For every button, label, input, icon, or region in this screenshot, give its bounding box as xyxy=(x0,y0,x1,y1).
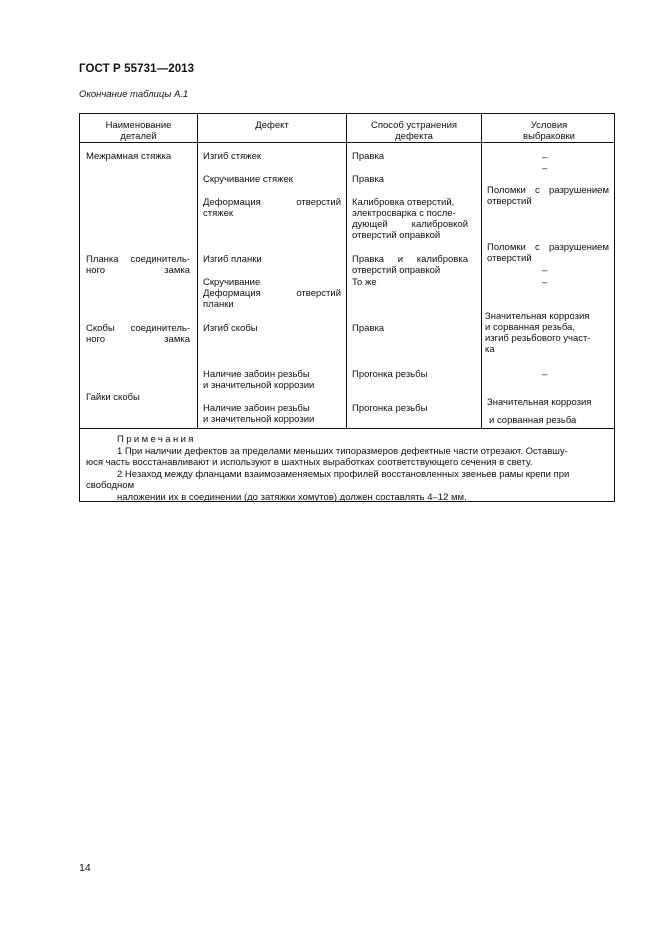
part-name: Межрамная стяжка xyxy=(86,151,172,162)
rejection-condition: отверстий xyxy=(487,196,532,207)
part-name: Гайки скобы xyxy=(86,392,140,403)
repair-method: Прогонка резьбы xyxy=(352,403,428,414)
rejection-condition: отверстий xyxy=(487,253,532,264)
defect: Изгиб скобы xyxy=(203,323,258,334)
defect: Скручивание xyxy=(203,277,261,288)
note-line: наложении их в соединении (до затяжки хомутов) должен составлять 4–12 мм. xyxy=(117,492,467,503)
defect: стяжек xyxy=(203,208,234,219)
repair-method: дующей калибровкой xyxy=(352,219,468,230)
defect: Изгиб стяжек xyxy=(203,151,262,162)
defect: Наличие забоин резьбы и значительной коррозии xyxy=(203,403,315,425)
rejection-condition: и сорванная резьба xyxy=(489,415,577,426)
document-title: ГОСТ Р 55731—2013 xyxy=(79,63,195,75)
column-divider-1 xyxy=(197,114,198,428)
rejection-condition: – xyxy=(542,152,548,163)
repair-method: Правка и калибровка xyxy=(352,254,468,265)
defect: Наличие забоин резьбы и значительной коррозии xyxy=(203,369,315,391)
page-number: 14 xyxy=(79,862,91,874)
repair-method: отверстий оправкой xyxy=(352,265,441,276)
notes-heading: Примечания xyxy=(117,434,196,445)
table-caption: Окончание таблицы А.1 xyxy=(79,89,189,100)
header-defect: Дефект xyxy=(255,120,289,131)
repair-method: Правка xyxy=(352,174,385,185)
note-line: свободном xyxy=(86,480,135,491)
rejection-condition: Поломки с разрушением xyxy=(487,242,609,253)
rejection-condition: – xyxy=(542,163,548,174)
part-name: Планка соединитель- ного замка xyxy=(86,254,190,276)
header-part-name: Наименование деталей xyxy=(105,120,172,142)
defect: Деформация отверстий xyxy=(203,288,341,299)
rejection-condition: Значительная коррозия xyxy=(487,397,592,408)
repair-method: электросварка с после- xyxy=(352,208,456,219)
rejection-condition: – xyxy=(542,277,548,288)
repair-method: отверстий оправкой xyxy=(352,230,441,241)
rejection-condition: Значительная коррозия и сорванная резьба, изгиб резьбового участ- ка xyxy=(485,311,591,355)
notes-divider xyxy=(80,428,614,429)
column-divider-3 xyxy=(481,114,482,428)
defect: Изгиб планки xyxy=(203,254,262,265)
repair-method: То же xyxy=(352,277,377,288)
defect: Скручивание стяжек xyxy=(203,174,293,185)
header-conditions: Условия выбраковки xyxy=(523,120,575,142)
defect: Деформация отверстий xyxy=(203,197,341,208)
note-line: юся часть восстанавливают и используют в шахтных выработках соответствующего сечения в свету. xyxy=(86,457,533,468)
rejection-condition: – xyxy=(542,369,548,380)
rejection-condition: – xyxy=(542,265,548,276)
part-name: Скобы соединитель- ного замка xyxy=(86,323,190,345)
repair-method: Калибровка отверстий, xyxy=(352,197,455,208)
repair-method: Правка xyxy=(352,151,385,162)
repair-method: Прогонка резьбы xyxy=(352,369,428,380)
defect: планки xyxy=(203,299,234,310)
header-divider xyxy=(80,142,614,143)
header-method: Способ устранения дефекта xyxy=(370,120,458,142)
rejection-condition: Поломки с разрушением xyxy=(487,185,609,196)
note-line: 2 Незаход между фланцами взаимозаменяемых профилей восстановленных звеньев рамы крепи при xyxy=(117,469,570,480)
defects-table xyxy=(79,113,615,502)
repair-method: Правка xyxy=(352,323,385,334)
column-divider-2 xyxy=(346,114,347,428)
note-line: 1 При наличии дефектов за пределами меньших типоразмеров дефектные части отрезают. Оставшу- xyxy=(117,446,568,457)
